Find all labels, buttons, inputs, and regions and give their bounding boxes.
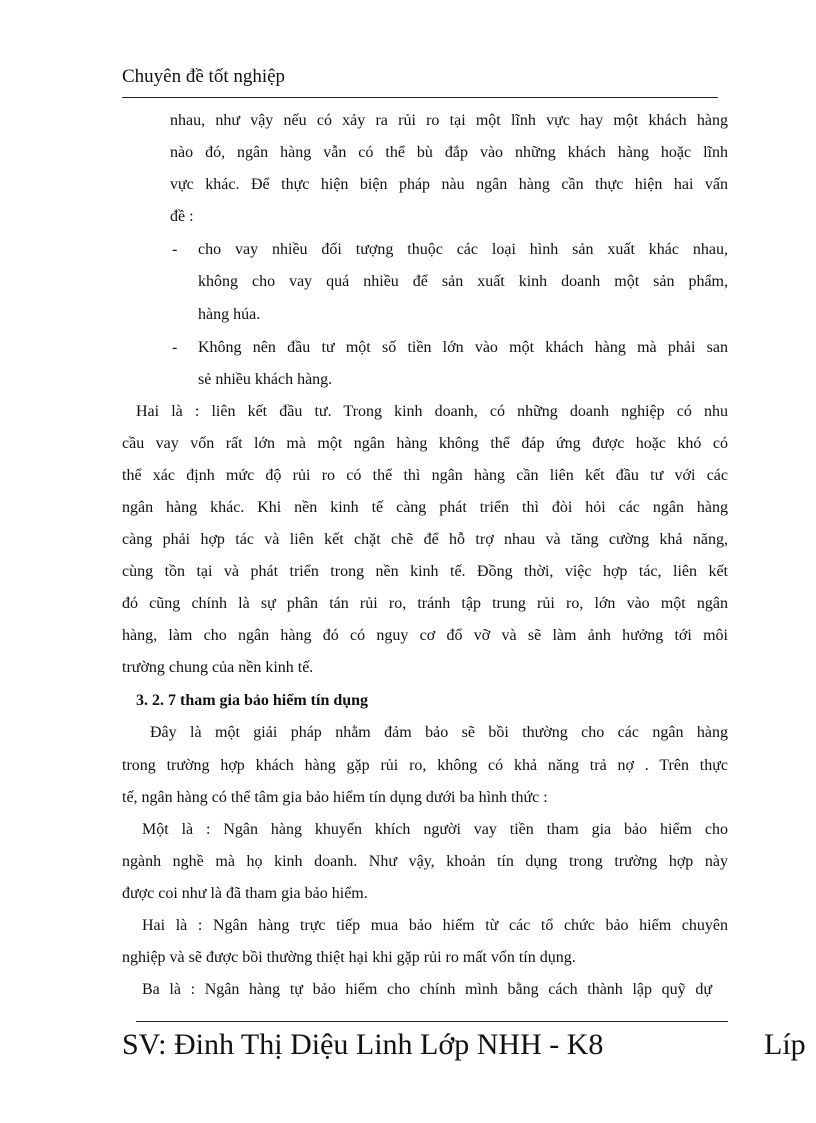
paragraph-2-line: thể xác định mức độ rủi ro có thể thì ngân hàng cần liên kết đầu tư với các: [122, 467, 728, 484]
paragraph-2-line: hàng, làm cho ngân hàng đó có nguy cơ đổ vỡ và sẽ làm ảnh hưởng tới môi: [122, 627, 728, 644]
paragraph-3-line: tế, ngân hàng có thể tâm gia bảo hiểm tín dụng dưới ba hình thức :: [122, 789, 548, 806]
paragraph-2-line: càng phải hợp tác và liên kết chặt chẽ để hỗ trợ nhau và tăng cường khả năng,: [122, 531, 728, 548]
paragraph-1-line: đề :: [170, 208, 194, 225]
paragraph-2-line: đó cũng chính là sự phân tán rủi ro, tránh tập trung rủi ro, lớn vào một ngân: [122, 595, 728, 612]
paragraph-3-line: trong trường hợp khách hàng gặp rủi ro, không có khả năng trả nợ . Trên thực: [122, 757, 728, 774]
paragraph-2-line: Hai là : liên kết đầu tư. Trong kinh doanh, có những doanh nghiệp có nhu: [136, 403, 728, 420]
paragraph-4-line: Một là : Ngân hàng khuyến khích người vay tiền tham gia bảo hiểm cho: [142, 821, 728, 838]
section-heading: 3. 2. 7 tham gia bảo hiểm tín dụng: [136, 692, 369, 709]
footer-student-info: SV: Đinh Thị Diệu Linh Lớp NHH - K8: [122, 1028, 604, 1061]
bullet-dash: -: [172, 241, 178, 258]
paragraph-2-line: trường chung của nền kinh tế.: [122, 659, 314, 676]
bullet-line: sẻ nhiều khách hàng.: [198, 371, 333, 388]
paragraph-4-line: ngành nghề mà họ kinh doanh. Như vậy, khoản tín dụng trong trường hợp này: [122, 853, 728, 870]
bullet-line: Không nên đầu tư một số tiền lớn vào một khách hàng mà phải san: [198, 339, 728, 356]
bullet-line: hàng húa.: [198, 306, 261, 323]
bullet-line: cho vay nhiều đối tượng thuộc các loại hình sản xuất khác nhau,: [198, 241, 728, 258]
paragraph-2-line: cùng tồn tại và phát triển trong nền kinh tế. Đồng thời, việc hợp tác, liên kết: [122, 563, 728, 580]
bullet-dash: -: [172, 339, 178, 356]
paragraph-5-line: Hai là : Ngân hàng trực tiếp mua bảo hiểm từ các tổ chức bảo hiểm chuyên: [142, 917, 728, 934]
paragraph-5-line: nghiệp và sẽ được bồi thường thiệt hại khi gặp rủi ro mất vốn tín dụng.: [122, 949, 576, 966]
paragraph-1-line: nào đó, ngân hàng vẫn có thể bù đắp vào những khách hàng hoặc lĩnh: [170, 144, 728, 161]
paragraph-4-line: được coi như là đã tham gia bảo hiểm.: [122, 885, 368, 902]
paragraph-2-line: ngân hàng khác. Khi nền kinh tế càng phát triển thì đòi hỏi các ngân hàng: [122, 499, 728, 516]
paragraph-2-line: cầu vay vốn rất lớn mà một ngân hàng không thể đáp ứng được hoặc khó có: [122, 435, 728, 452]
footer-divider: [136, 1021, 728, 1022]
header-divider: [122, 97, 718, 98]
paragraph-6-line: Ba là : Ngân hàng tự bảo hiểm cho chính mình bằng cách thành lập quỹ dự: [142, 981, 712, 998]
footer-class-label: Líp: [764, 1028, 806, 1061]
header-title: Chuyên đề tốt nghiệp: [122, 66, 286, 87]
bullet-line: không cho vay quá nhiều để sản xuất kinh doanh một sản phẩm,: [198, 273, 728, 290]
paragraph-3-line: Đây là một giải pháp nhằm đảm bảo sẽ bồi thường cho các ngân hàng: [150, 724, 728, 741]
paragraph-1-line: nhau, như vậy nếu có xảy ra rủi ro tại một lĩnh vực hay một khách hàng: [170, 112, 728, 129]
paragraph-1-line: vực khác. Để thực hiện biện pháp nàu ngân hàng cần thực hiện hai vấn: [170, 176, 728, 193]
